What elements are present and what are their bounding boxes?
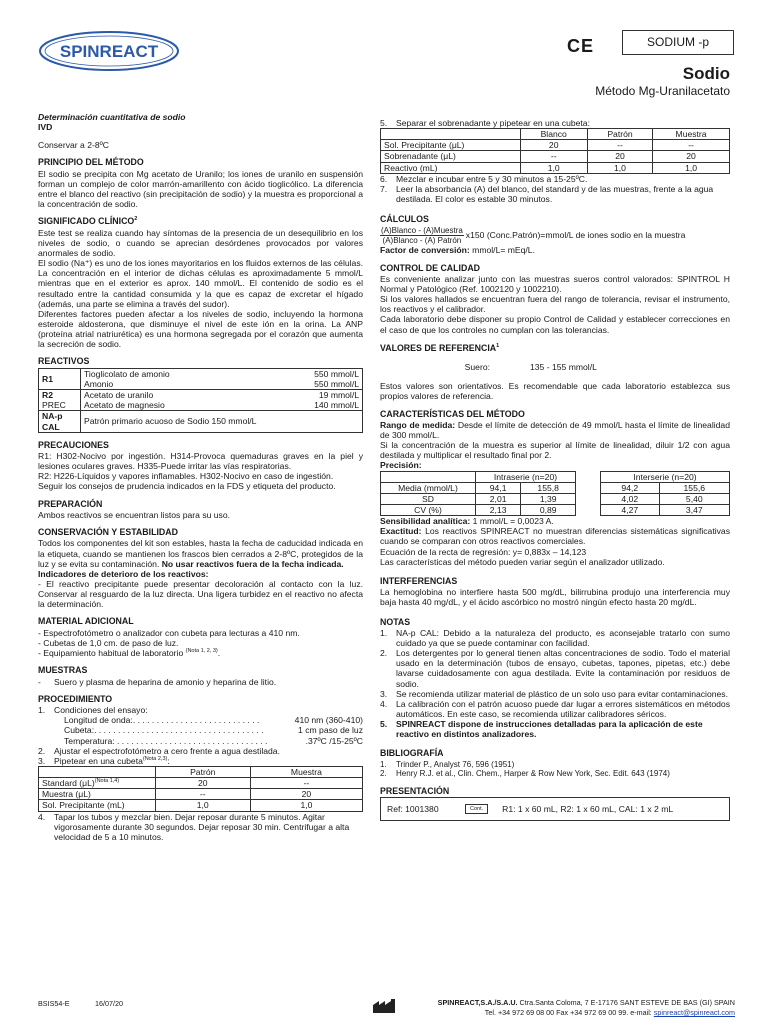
procedure-step-7: 7. Leer la absorbancia (A) del blanco, del standard y de las muestras, frente a la agua destilada. El color es estable 30 minutos. [380,183,714,204]
precautions-r2: R2: H226-Líquidos y vapores inflamables. H302-Nocivo en caso de ingestión. [38,471,334,482]
email-link[interactable]: spinreact@spinreact.com [653,1008,735,1017]
preparation-text: Ambos reactivos se encuentran listos para su uso. [38,509,231,520]
notes-heading: NOTAS [380,616,411,627]
pipette-table: Patrón Muestra Standard $(\mu L)^{(Nota 1,4)}$ 20 -- Muestra (μL) -- 20 Sol. Precipitante (mL) 1,0 1,0 [38,766,363,812]
accuracy: Exactitud: Los reactivos SPINREACT no muestran diferencias sistemáticas significativas cuando se comparan con otros reactivos comerciales. [380,526,730,547]
right-column [380,118,730,821]
ce-mark: CE [567,36,595,56]
cont-box: Cont. [465,804,488,814]
bibliography-heading: BIBLIOGRAFÍA [380,748,444,759]
svg-text:SPINREACT: SPINREACT [59,42,159,61]
reagent-row-r2: R2 PREC Acetato de uranilo Acetato de magnesio 19 mmol/L 140 mmol/L [39,390,363,411]
procedure-heading: PROCEDIMIENTO [38,693,113,704]
product-code-box: SODIUM -p [622,30,734,55]
reagent-row-r1: R1 Tioglicolato de amonio Amonio 550 mmol/L 550 mmol/L [39,368,363,389]
sensitivity: Sensibilidad analítica: 1 mmol/L = 0,0023 A. [380,516,554,527]
storage-heading: CONSERVACIÓN Y ESTABILIDAD [38,527,178,538]
clinical-text-2: El sodio (Na⁺) es uno de los iones mayoritarios en los fluidos externos de las células. La concentración en el interior de dichas células es aproximadamente 5 mmol/L mientras que en el exterior es aprox. 140 mmol/L. El contenido de sodio es el resultado entre la cantidad consumida y la que es capaz de excretar el hígado (además, una parte se elimina a través del sudor). [38,258,363,309]
clinical-text-1: Este test se realiza cuando hay síntomas de la presencia de un desequilibrio en los niveles de sodio, o cuando se aprecian desórdenes provocados por valores anormales de sodio. [38,227,363,259]
procedure-step-1: 1. Condiciones del ensayo: [38,705,148,716]
company-contact: Tel. +34 972 69 08 00 Fax +34 972 69 00 99. e-mail: spinreact@spinreact.com [484,1008,735,1017]
company-address: SPINREACT,S.A./S.A.U. Ctra.Santa Coloma, 7 E-17176 SANT ESTEVE DE BAS (GI) SPAIN [437,998,735,1007]
table-row: SD 2,01 1,39 [381,493,576,504]
page-title: Sodio [682,64,730,83]
characteristics-heading: CARACTERÍSTICAS DEL MÉTODO [380,408,525,419]
conversion-factor: Factor de conversión: mmol/L= mEq/L. [380,245,535,256]
note-3: 3. Se recomienda utilizar material de plástico de un solo uso para evitar contaminaciones. [380,688,728,699]
assay-conditions: Longitud de onda:. . . . . . . . . . . . . . . . . . . . . . . . . . . 410 nm (360-410) Cubeta:. . . . . . . . . . . . . . . . . . . . . . . . . . . . . . . . . . . . 1 cm paso de luz Temperatura: . . . . . . . . . . . . . . . . . . . . . . . . . . . . . . . . .37ºC /15-25ºC [64,715,363,746]
interferences-heading: INTERFERENCIAS [380,575,458,586]
procedure-step-5: 5. Separar el sobrenadante y pipetear en una cubeta: [380,118,590,128]
procedure-step-3: 3. Pipetear en una cubeta$^{(Nota 2,3)}$: [38,755,170,766]
regression: Ecuación de la recta de regresión: y= 0,883x – 14,123 [380,546,587,557]
qc-text-1: Es conveniente analizar junto con las muestras sueros control valorados: SPINTROL H Normal y Patológico (Ref. 1002120 y 1002210). [380,273,730,295]
ivd-label: IVD [38,122,53,133]
table-row: Sol. Precipitante (μL) 20 -- -- [381,140,730,151]
note-2: 2. Los detergentes por lo general tienen altas concentraciones de sodio. Todo el material usado en la determinación (tubos de ensayo, cubetas, tapones, pipetas, etc.) debe lavarse cuidadosamente con agua destilada. Evite la contaminación por residuos de sodio. [380,648,730,689]
qc-text-3: Cada laboratorio debe disponer su propio Control de Calidad y establecer correcciones en el caso de que los controles no cumplan con las tolerancias. [380,314,730,335]
presentation-heading: PRESENTACIÓN [380,785,450,796]
precision-label: Precisión: [380,460,422,471]
material-item-3: - Equipamiento habitual de laboratorio $^{(Nota 1, 2, 3)}$. [38,648,221,659]
calculations-heading: CÁLCULOS [380,214,429,225]
samples-heading: MUESTRAS [38,665,88,676]
left-column [38,112,363,842]
spinreact-logo [38,30,180,72]
note-5: 5. SPINREACT dispone de instrucciones detalladas para la aplicación de este reactivo en distintos analizadores. [380,719,703,740]
deterioration-heading: Indicadores de deterioro de los reactivos: [38,568,209,579]
table-row: Sol. Precipitante (mL) 1,0 1,0 [39,800,363,811]
table-row: 4,27 3,47 [601,505,730,516]
qc-heading: CONTROL DE CALIDAD [380,262,481,273]
samples-item: - Suero y plasma de heparina de amonio y heparina de litio. [38,676,277,687]
precautions-heading: PRECAUCIONES [38,439,109,450]
reference-note: Estos valores son orientativos. Es recomendable que cada laboratorio establezca sus propios valores de referencia. [380,381,730,402]
note-1: 1. NA-p CAL: Debido a la naturaleza del producto, es aconsejable tratarlo con sumo cuidado ya que se puede contaminar con facilidad. [380,627,730,649]
precautions-r1: R1: H302-Nocivo por ingestión. H314-Provoca quemaduras graves en la piel y lesiones oculares graves. H335-Puede irritar las vías respiratorias. [38,451,363,472]
precision-tables [380,471,730,517]
precautions-fds: Seguir los consejos de prudencia indicados en la FDS y etiqueta del producto. [38,481,336,492]
bibliography-item-1: 1. Trinder P., Analyst 76, 596 (1951) [380,759,515,769]
principle-heading: PRINCIPIO DEL MÉTODO [38,157,144,168]
interferences-text: La hemoglobina no interfiere hasta 500 mg/dL, bilirrubina produjo una interferencia muy baja hasta 40 mg/dL, y el ácido ascórbico no mostró ningún efecto hasta 20 mg/dL. [380,587,730,608]
doc-code: BSIS54-E [38,999,70,1008]
reagents-table [38,368,363,433]
storage-text: Todos los componentes del kit son estables, hasta la fecha de caducidad indicada en la etiqueta, cuando se mantienen los frascos bien cerrados a 2-8ºC, protegidos de la luz y se evita su contaminación. No usar reactivos fuera de la fecha indicada. [38,538,363,569]
table-row: Reactivo (mL) 1,0 1,0 1,0 [381,162,730,173]
storage-temp: Conservar a 2-8ºC [38,140,109,151]
manufacturer-icon [372,998,396,1014]
characteristics-note: Las características del método pueden variar según el analizador utilizado. [380,556,665,567]
principle-text: El sodio se precipita con Mg acetato de Uranilo; los iones de uranilo en suspensión forman un complejo de color marrón-amarillento con ácido tioglicólico. La diferencia entre el blanco del reactivo (sin precipitación de sodio) y la muestra es proporcional a la concentración de sodio. [38,168,363,210]
table-row: 94,2 155,6 [601,482,730,493]
reference-serum: Suero: 135 - 155 mmol/L [464,362,597,373]
table-row: Standard $(\mu L)^{(Nota 1,4)}$ 20 -- [39,778,363,789]
preparation-heading: PREPARACIÓN [38,498,103,509]
table-row: Muestra (μL) -- 20 [39,789,363,800]
procedure-step-2: 2. Ajustar el espectrofotómetro a cero frente a agua destilada. [38,745,280,756]
procedure-step-4: 4. Tapar los tubos y mezclar bien. Dejar reposar durante 5 minutos. Agitar vigorosamente durante 30 segundos. Dejar reposar 30 min. Centrifugar a alta velocidad de 5 a 10 minutos. [38,811,350,842]
table-row: 4,02 5,40 [601,493,730,504]
doc-date: 16/07/20 [95,999,123,1008]
calculation-formula: (A)Blanco - (A)Muestra (A)Blanco - (A) Patrón x150 (Conc.Patrón)=mmol/L de iones sodio en la muestra [381,225,686,245]
procedure-step-6: 6. Mezclar e incubar entre 5 y 30 minutos a 15-25ºC. [380,173,588,184]
material-item-2: - Cubetas de 1,0 cm. de paso de luz. [38,637,179,648]
reagent-row-cal: NA-p CAL Patrón primario acuoso de Sodio 150 mmol/L [39,411,363,432]
reference-heading: VALORES DE REFERENCIA$^1$ [380,342,500,353]
table-row: CV (%) 2,13 0,89 [381,505,576,516]
qc-text-2: Si los valores hallados se encuentran fuera del rango de tolerancia, revisar el instrumento, los reactivos y el calibrador. [380,294,730,315]
presentation-box: Ref: 1001380 Cont. R1: 1 x 60 mL, R2: 1 x 60 mL, CAL: 1 x 2 mL [380,797,730,821]
material-item-1: - Espectrofotómetro o analizador con cubeta para lecturas a 410 nm. [38,627,300,638]
bibliography-item-2: 2. Henry R.J. et al., Clin. Chem., Harper & Row New York, Sec. Edit. 643 (1974) [380,769,670,779]
clinical-text-3: Diferentes factores pueden afectar a los niveles de sodio, incluyendo la hormona esteroide aldosterona, que disminuye el nivel de este ión en la orina. La ANP (proteína atrial natriurética) es una hormona segregada por el corazón que aumenta la secreción de sodio. [38,308,363,350]
table-row: Media (mmol/L) 94,1 155,8 [381,482,576,493]
reagents-heading: REACTIVOS [38,356,90,367]
intraserie-table: Intraserie (n=20) Media (mmol/L) 94,1 155,8 SD 2,01 1,39 CV (%) 2,13 0,89 [380,471,576,517]
note-4: 4. La calibración con el patrón acuoso puede dar lugar a errores sistemáticos en métodos automáticos. En este caso, se recomienda utilizar calibradores séricos. [380,698,730,720]
clinical-heading: SIGNIFICADO CLÍNICO$^2$ [38,216,138,227]
material-heading: MATERIAL ADICIONAL [38,616,134,627]
page-subtitle: Método Mg-Uranilacetato [595,84,730,98]
range-text: Rango de medida: Desde el límite de detección de 49 mmol/L hasta el límite de linealidad de 300 mmol/L. [380,419,730,441]
range-dilution: Si la concentración de la muestra es superior al límite de linealidad, diluir 1/2 con agua destilada y multiplicar el resultado final por 2. [380,440,730,461]
interserie-table: Interserie (n=20) 94,2 155,6 4,02 5,40 4,27 3,47 [600,471,730,517]
table-row: Sobrenadante (μL) -- 20 20 [381,151,730,162]
intro-title: Determinación cuantitativa de sodio [38,112,186,122]
cuvette-table: Blanco Patrón Muestra Sol. Precipitante (μL) 20 -- -- Sobrenadante (μL) -- 20 20 Reactivo (mL) 1,0 1,0 1,0 [380,128,730,174]
deterioration-text: - El reactivo precipitante puede presentar decoloración al contacto con la luz. Conservar al resguardo de la luz directa. Una ligera turbidez en el reactivo no afecta la determinación. [38,579,363,610]
